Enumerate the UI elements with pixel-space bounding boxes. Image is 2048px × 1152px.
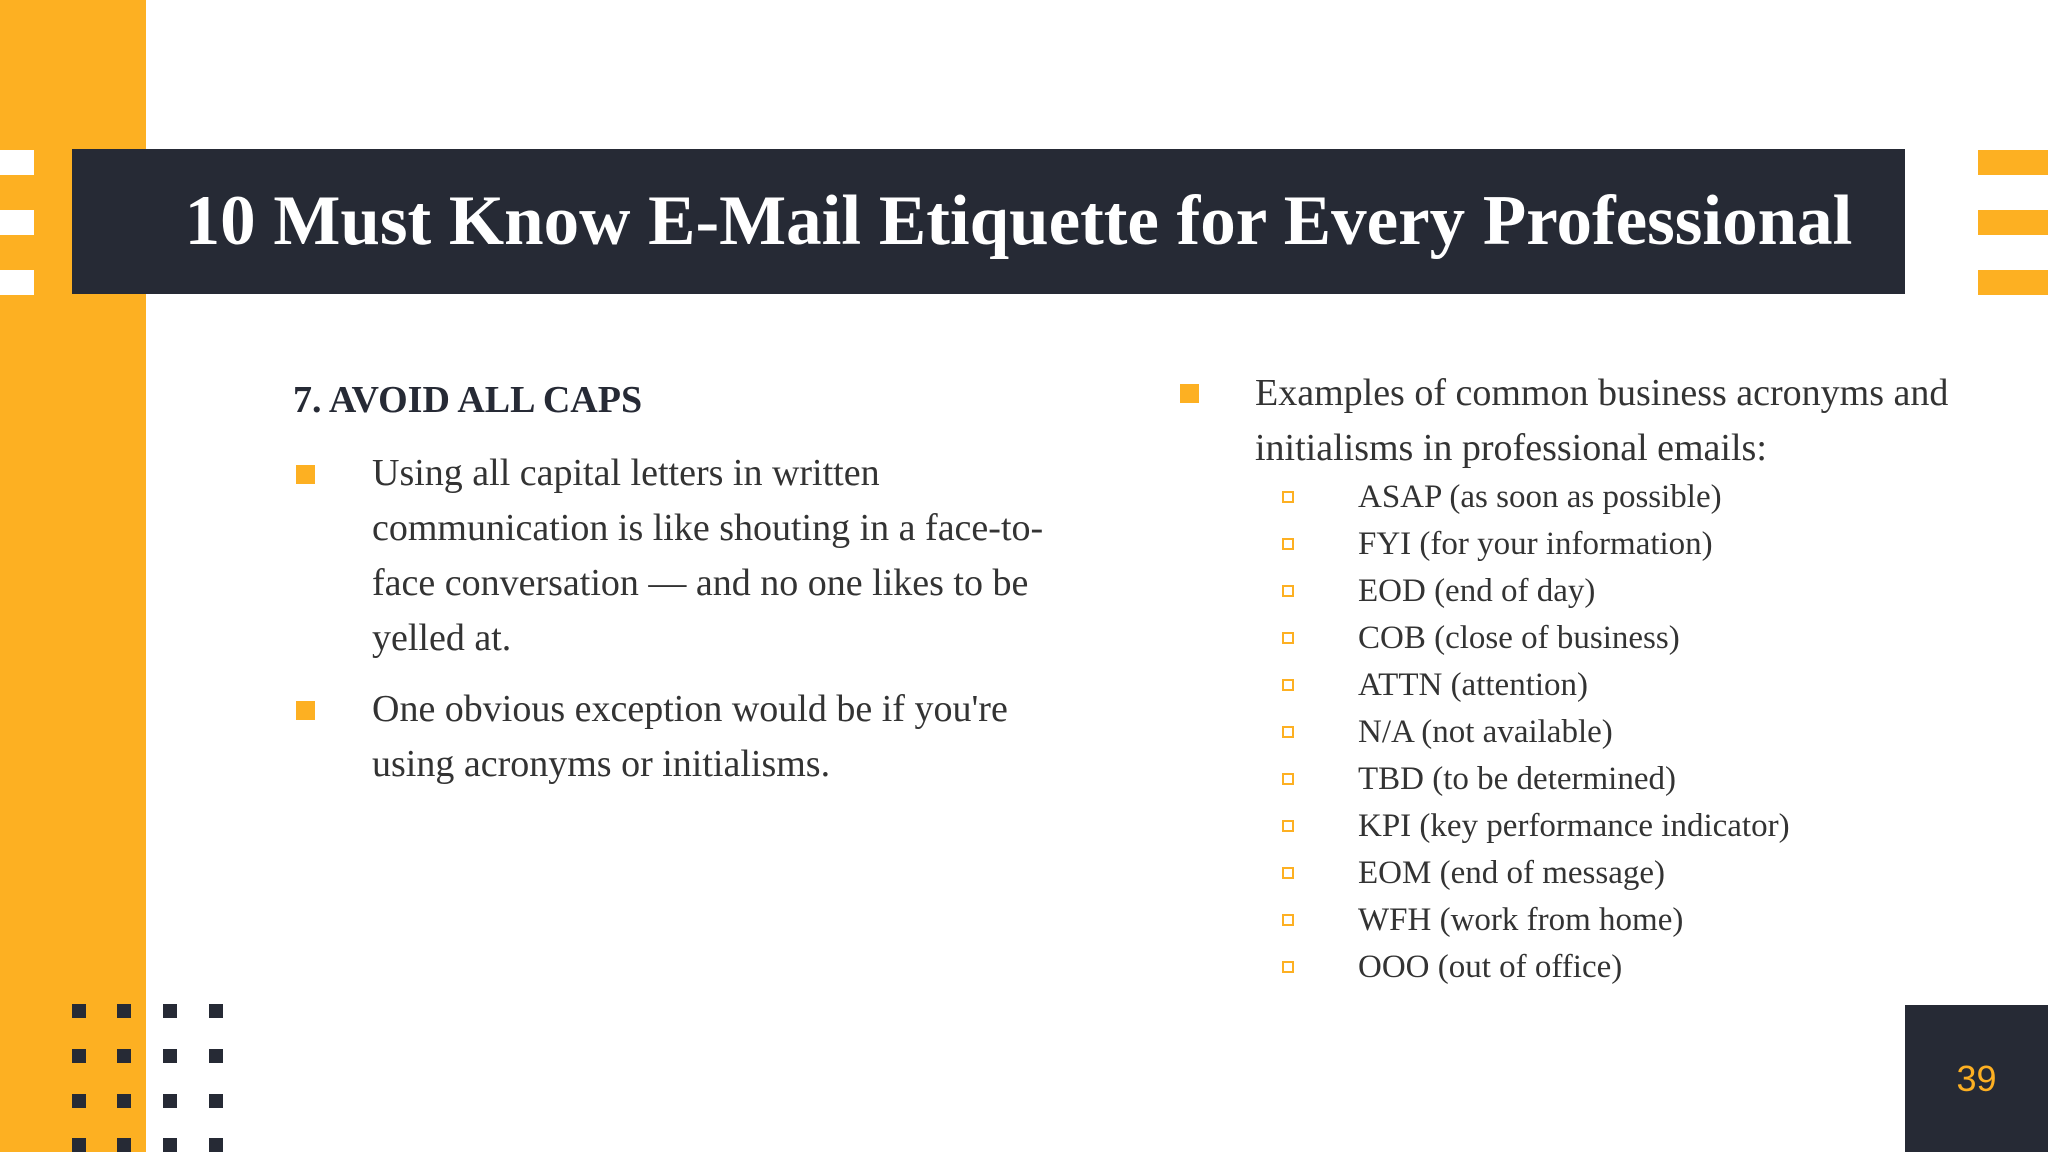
bullet-text-1: Using all capital letters in written communication is like shouting in a face-to-face conversation — and no one likes to be yelled at. — [372, 452, 1044, 659]
list-item: FYI (for your information) — [1358, 526, 1713, 562]
page-number-box — [1905, 1005, 2048, 1152]
dot — [117, 1004, 131, 1018]
hollow-square-icon — [1282, 538, 1294, 550]
dot — [117, 1138, 131, 1152]
hollow-square-icon — [1282, 679, 1294, 691]
dot — [117, 1049, 131, 1063]
title-banner — [72, 149, 1905, 294]
list-item: EOM (end of message) — [1358, 855, 1665, 891]
list-item: TBD (to be determined) — [1358, 761, 1676, 797]
page-number: 39 — [1956, 1057, 1997, 1099]
hollow-square-icon — [1282, 961, 1294, 973]
right-stripe-3 — [1978, 270, 2048, 295]
dot — [209, 1138, 223, 1152]
dot — [163, 1094, 177, 1108]
list-item: ATTN (attention) — [1358, 667, 1589, 703]
dot — [72, 1138, 86, 1152]
dot — [209, 1094, 223, 1108]
hollow-square-icon — [1282, 726, 1294, 738]
hollow-square-icon — [1282, 820, 1294, 832]
examples-intro: Examples of common business acronyms and initialisms in professional emails: — [1255, 372, 1949, 469]
hollow-square-icon — [1282, 585, 1294, 597]
dot — [163, 1004, 177, 1018]
slide-title: 10 Must Know E-Mail Etiquette for Every Professional — [184, 182, 1853, 260]
list-item: N/A (not available) — [1358, 714, 1613, 750]
hollow-square-icon — [1282, 867, 1294, 879]
right-stripe-2 — [1978, 210, 2048, 235]
list-item: EOD (end of day) — [1358, 573, 1596, 609]
dot — [163, 1138, 177, 1152]
list-item: KPI (key performance indicator) — [1358, 808, 1790, 844]
left-stripe-1 — [0, 150, 34, 175]
list-item: ASAP (as soon as possible) — [1358, 479, 1722, 515]
bullet-square-icon — [1180, 384, 1199, 403]
dot — [209, 1049, 223, 1063]
section-heading: 7. AVOID ALL CAPS — [293, 379, 643, 421]
list-item: WFH (work from home) — [1358, 902, 1684, 938]
left-stripe-2 — [0, 210, 34, 235]
dot — [72, 1049, 86, 1063]
dot — [72, 1004, 86, 1018]
right-stripe-1 — [1978, 150, 2048, 175]
dot — [117, 1094, 131, 1108]
bullet-text-2: One obvious exception would be if you're using acronyms or initialisms. — [372, 688, 1008, 785]
dot — [209, 1004, 223, 1018]
hollow-square-icon — [1282, 632, 1294, 644]
dot — [163, 1049, 177, 1063]
left-stripe-3 — [0, 270, 34, 295]
bullet-square-icon — [296, 465, 315, 484]
list-item: COB (close of business) — [1358, 620, 1680, 656]
hollow-square-icon — [1282, 914, 1294, 926]
list-item: OOO (out of office) — [1358, 949, 1623, 985]
hollow-square-icon — [1282, 773, 1294, 785]
bullet-square-icon — [296, 701, 315, 720]
dot — [72, 1094, 86, 1108]
hollow-square-icon — [1282, 491, 1294, 503]
